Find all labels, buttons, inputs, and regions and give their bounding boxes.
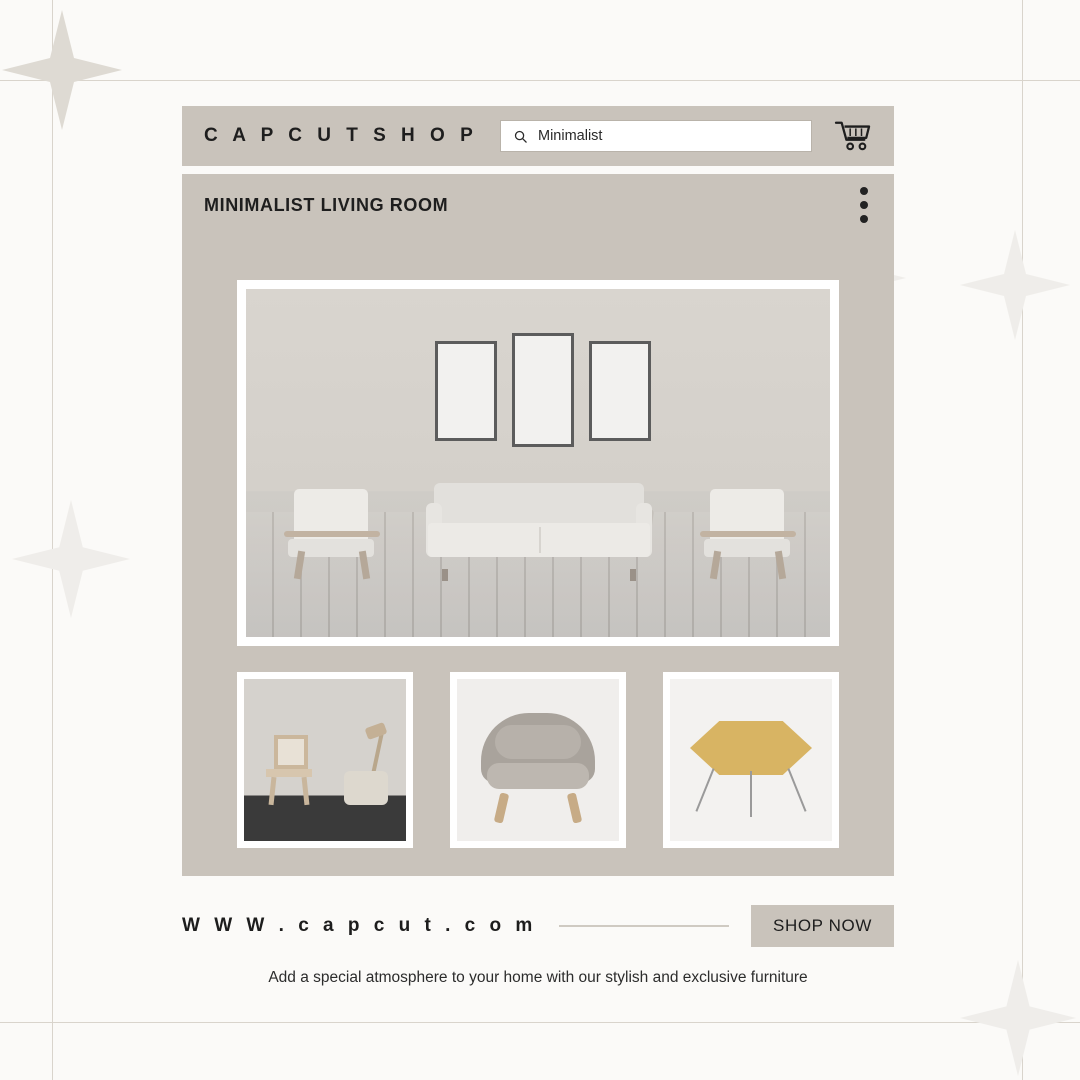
thumbnail-strip bbox=[237, 672, 839, 848]
wall-frame bbox=[435, 341, 497, 441]
thumbnail-image-velvet-armchair bbox=[457, 679, 619, 841]
window-toolbar bbox=[182, 106, 894, 166]
thumbnail-item[interactable] bbox=[663, 672, 839, 848]
wall-frame bbox=[512, 333, 574, 447]
frame-line-top bbox=[0, 80, 1080, 81]
divider bbox=[559, 925, 729, 927]
search-input[interactable] bbox=[500, 120, 812, 152]
shopping-cart-icon[interactable] bbox=[834, 119, 872, 153]
shop-now-button[interactable]: SHOP NOW bbox=[751, 905, 894, 947]
wall-frame bbox=[589, 341, 651, 441]
armchair-right bbox=[696, 479, 800, 583]
sparkle-icon bbox=[960, 960, 1076, 1076]
frame-line-bottom bbox=[0, 1022, 1080, 1023]
kebab-menu-icon[interactable] bbox=[860, 187, 868, 223]
shop-window bbox=[182, 106, 894, 876]
search-value: Minimalist bbox=[538, 128, 603, 144]
thumbnail-item[interactable] bbox=[450, 672, 626, 848]
frame-line-left bbox=[52, 0, 53, 1080]
sparkle-icon bbox=[2, 10, 122, 130]
sparkle-icon bbox=[12, 500, 130, 618]
hero-image-frame[interactable] bbox=[237, 280, 839, 646]
thumbnail-image-hex-table bbox=[670, 679, 832, 841]
sofa bbox=[428, 483, 650, 571]
category-bar bbox=[182, 174, 894, 236]
page-title: MINIMALIST LIVING ROOM bbox=[204, 194, 449, 215]
website-url: W W W . c a p c u t . c o m bbox=[182, 915, 537, 936]
armchair-left bbox=[280, 479, 384, 583]
sparkle-icon bbox=[960, 230, 1070, 340]
tagline: Add a special atmosphere to your home with our stylish and exclusive furniture bbox=[268, 969, 808, 986]
footer bbox=[182, 905, 894, 987]
kebab-dot bbox=[860, 187, 868, 195]
thumbnail-item[interactable] bbox=[237, 672, 413, 848]
footer-row bbox=[182, 905, 894, 947]
brand-title: C A P C U T S H O P bbox=[204, 125, 478, 146]
search-icon bbox=[513, 129, 528, 144]
kebab-dot bbox=[860, 215, 868, 223]
content-panel bbox=[182, 236, 894, 876]
thumbnail-image-chair-lamp bbox=[244, 679, 406, 841]
frame-line-right bbox=[1022, 0, 1023, 1080]
kebab-dot bbox=[860, 201, 868, 209]
hero-image bbox=[246, 289, 830, 637]
